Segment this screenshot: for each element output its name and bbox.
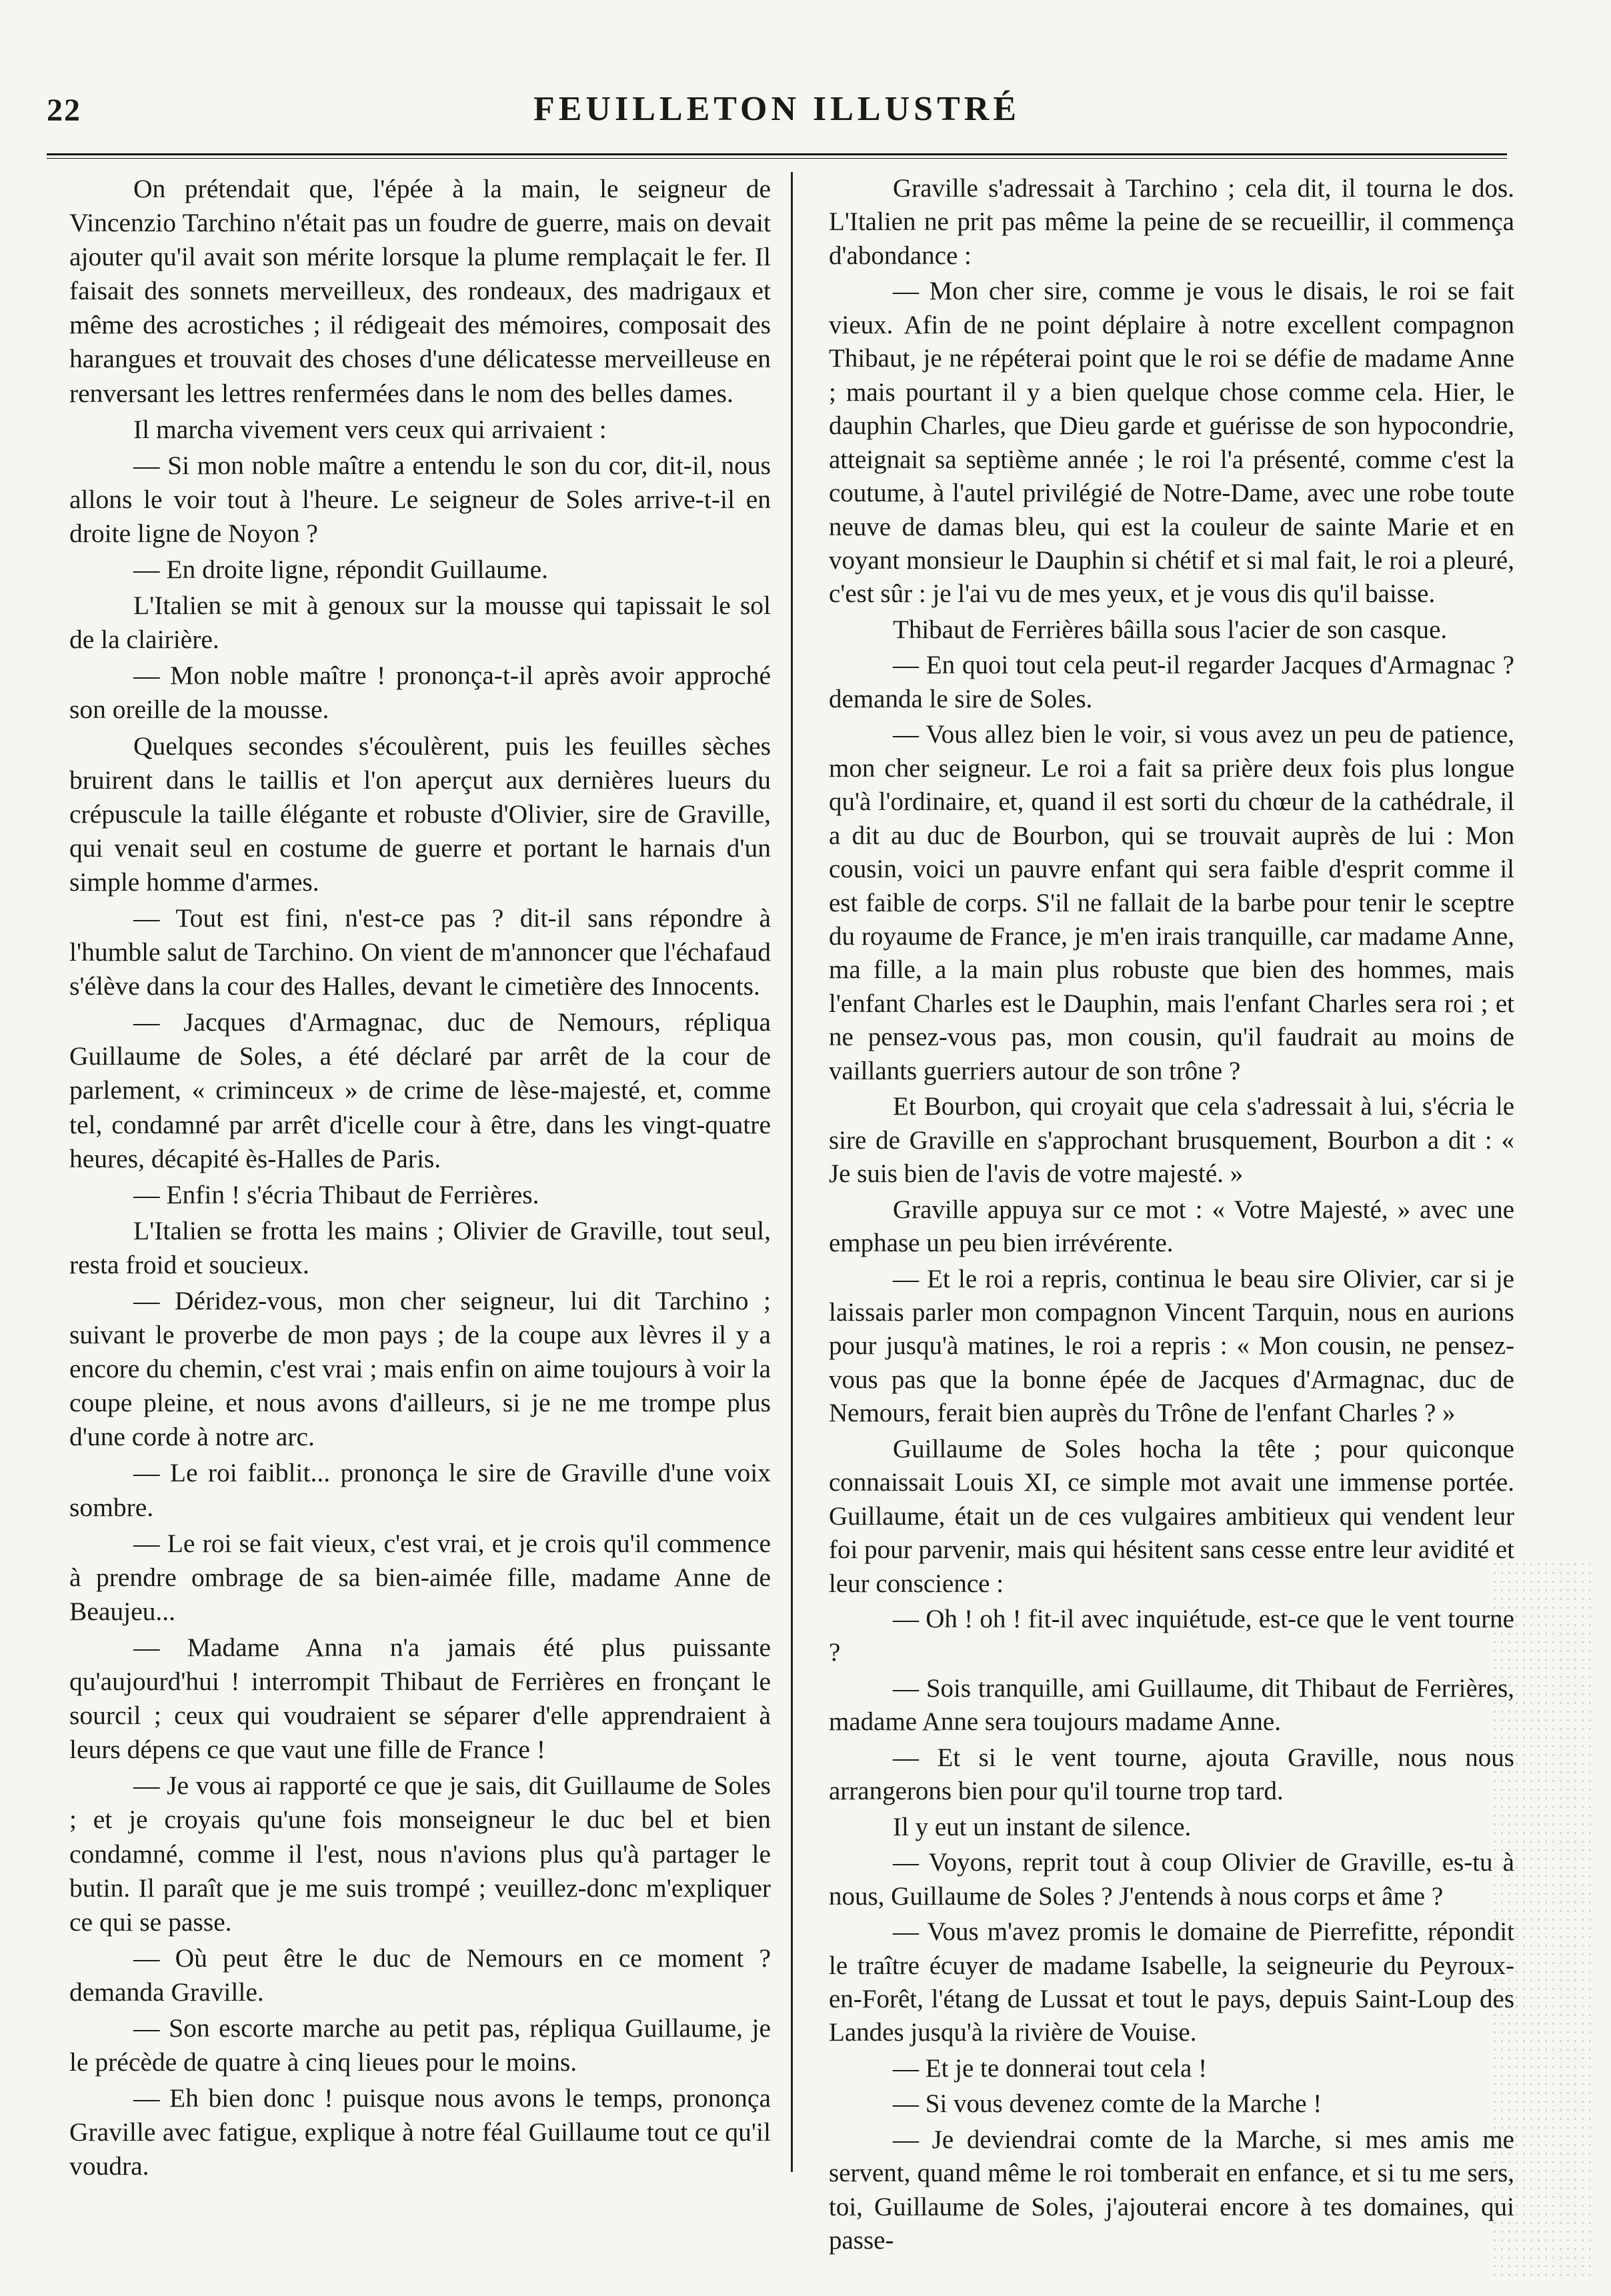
column-divider [791, 172, 793, 2172]
paragraph: Quelques secondes s'écoulèrent, puis les feuilles sèches bruirent dans le taillis et l'on aperçut aux dernières lueurs du crépuscule la taille élégante et robuste d'Olivier, sire de Graville, qui venait seul en costume de guerre et portant le harnais d'un simple homme d'armes. [69, 731, 771, 897]
paragraph: — En droite ligne, répondit Guillaume. [133, 555, 548, 585]
paragraph: — Madame Anna n'a jamais été plus puissante qu'aujourd'hui ! interrompit Thibaut de Ferrières en fronçant le sourcil ; ceux qui voudraient se séparer d'elle apprendraient à leurs dépens ce que vaut une fille de France ! [69, 1632, 771, 1765]
paragraph: — Enfin ! s'écria Thibaut de Ferrières. [133, 1179, 539, 1209]
page-header [47, 80, 1507, 140]
paragraph: — Je vous ai rapporté ce que je sais, dit Guillaume de Soles ; et je croyais qu'une fois monseigneur le duc bel et bien condamné, comme il l'est, nous n'avions plus qu'à partager le butin. Il paraît que je me suis trompé ; veuillez-donc m'expliquer ce qui se passe. [69, 1771, 771, 1937]
paragraph: — Et le roi a repris, continua le beau sire Olivier, car si je laissais parler mon compagnon Vincent Tarquin, nous en aurions pour jusqu'à matines, le roi a repris : « Mon cousin, ne pensez-vous pas que la bonne épée de Jacques d'Armagnac, duc de Nemours, ferait bien auprès du Trône de l'enfant Charles ? » [829, 1264, 1514, 1428]
paragraph: — Où peut être le duc de Nemours en ce moment ? demanda Graville. [69, 1943, 771, 2007]
paragraph: Il marcha vivement vers ceux qui arrivaient : [133, 414, 607, 444]
paragraph: — Oh ! oh ! fit-il avec inquiétude, est-ce que le vent tourne ? [829, 1605, 1514, 1667]
left-column [69, 172, 771, 2185]
scan-speckle [1491, 1560, 1591, 2280]
paragraph: — Le roi se fait vieux, c'est vrai, et je crois qu'il commence à prendre ombrage de sa bien-aimée fille, madame Anne de Beaujeu... [69, 1528, 771, 1626]
paragraph: — Jacques d'Armagnac, duc de Nemours, répliqua Guillaume de Soles, a été déclaré par arrêt de la cour de parlement, « criminceux » de crime de lèse-majesté, et, comme tel, condamné par arrêt d'icelle cour à être, dans les vingt-quatre heures, décapité ès-Halles de Paris. [69, 1007, 771, 1173]
paragraph: — Eh bien donc ! puisque nous avons le temps, prononça Graville avec fatigue, explique à notre féal Guillaume tout ce qu'il voudra. [69, 2083, 771, 2181]
paragraph: — Vous m'avez promis le domaine de Pierrefitte, répondit le traître écuyer de madame Isabelle, la seigneurie du Peyroux-en-Forêt, l'étang de Lussat et tout le pays, depuis Saint-Loup des Landes jusqu'à la rivière de Vouise. [829, 1917, 1514, 2047]
paragraph: Graville s'adressait à Tarchino ; cela dit, il tourna le dos. L'Italien ne prit pas même la peine de se recueillir, il commença d'abondance : [829, 174, 1514, 270]
paragraph: L'Italien se mit à genoux sur la mousse qui tapissait le sol de la clairière. [69, 591, 771, 655]
paragraph: — Mon cher sire, comme je vous le disais, le roi se fait vieux. Afin de ne point déplaire à notre excellent compagnon Thibaut, je ne répéterai point que le roi se défie de madame Anne ; mais pourtant il y a bien quelque chose comme cela. Hier, le dauphin Charles, que Dieu garde et guérisse de son hypocondrie, atteignait sa septième année ; le roi l'a présenté, comme c'est la coutume, à l'autel privilégié de Notre-Dame, avec une robe toute neuve de damas bleu, qui est la couleur de sainte Marie et en voyant monsieur le Dauphin si chétif et si mal fait, le roi a pleuré, c'est sûr : je l'ai vu de mes yeux, et je vous dis qu'il baisse. [829, 277, 1514, 609]
paragraph: — Le roi faiblit... prononça le sire de Graville d'une voix sombre. [69, 1458, 771, 1522]
paragraph: — Son escorte marche au petit pas, répliqua Guillaume, je le précède de quatre à cinq lieues pour le moins. [69, 2013, 771, 2077]
paragraph: — Et si le vent tourne, ajouta Graville, nous nous arrangerons bien pour qu'il tourne trop tard. [829, 1743, 1514, 1806]
paragraph: — Tout est fini, n'est-ce pas ? dit-il sans répondre à l'humble salut de Tarchino. On vient de m'annoncer que l'échafaud s'élève dans la cour des Halles, devant le cimetière des Innocents. [69, 903, 771, 1001]
paragraph: — Vous allez bien le voir, si vous avez un peu de patience, mon cher seigneur. Le roi a fait sa prière deux fois plus longue qu'à l'ordinaire, et, quand il est sorti du chœur de la cathédrale, il a dit au duc de Bourbon, qui se trouvait auprès de lui : Mon cousin, voici un pauvre enfant qui sera faible d'esprit comme il est faible de corps. S'il ne fallait de la barbe pour tenir le sceptre du royaume de France, je m'en irais tranquille, car madame Anne, ma fille, a la main plus robuste que bien des hommes, mais l'enfant Charles est le Dauphin, mais l'enfant Charles sera roi ; et ne pensez-vous pas, mon cousin, qu'il faudrait au moins de vaillants guerriers autour de son trône ? [829, 720, 1514, 1085]
right-column [829, 172, 1514, 2260]
paragraph: Thibaut de Ferrières bâilla sous l'acier de son casque. [893, 615, 1448, 644]
paragraph: On prétendait que, l'épée à la main, le seigneur de Vincenzio Tarchino n'était pas un foudre de guerre, mais on devait ajouter qu'il avait son mérite lorsque la plume remplaçait le fer. Il faisait des sonnets merveilleux, des rondeaux, des madrigaux et même des acrostiches ; il rédigeait des mémoires, composait des harangues et trouvait des choses d'une délicatesse merveilleuse en renversant les lettres renfermées dans le nom des belles dames. [69, 174, 771, 408]
running-title: FEUILLETON ILLUSTRÉ [533, 90, 1021, 128]
paragraph: — Je deviendrai comte de la Marche, si mes amis me servent, quand même le roi tomberait en enfance, et si tu me sers, toi, Guillaume de Soles, j'ajouterai encore à tes domaines, qui passe- [829, 2125, 1514, 2255]
paragraph: — Déridez-vous, mon cher seigneur, lui dit Tarchino ; suivant le proverbe de mon pays ; de la coupe aux lèvres il y a encore du chemin, c'est vrai ; mais enfin on aime toujours à voir la coupe pleine, et nous avons d'ailleurs, si je ne me trompe plus d'une corde à notre arc. [69, 1286, 771, 1452]
paragraph: — En quoi tout cela peut-il regarder Jacques d'Armagnac ? demanda le sire de Soles. [829, 651, 1514, 713]
paragraph: Et Bourbon, qui croyait que cela s'adressait à lui, s'écria le sire de Graville en s'approchant brusquement, Bourbon a dit : « Je suis bien de l'avis de votre majesté. » [829, 1092, 1514, 1189]
paragraph: — Et je te donnerai tout cela ! [893, 2053, 1208, 2083]
paragraph: — Voyons, reprit tout à coup Olivier de Graville, es-tu à nous, Guillaume de Soles ? J'entends à nous corps et âme ? [829, 1848, 1514, 1911]
paragraph: Guillaume de Soles hocha la tête ; pour quiconque connaissait Louis XI, ce simple mot avait une immense portée. Guillaume, était un de ces vulgaires ambitieux qui vendent leur foi pour parvenir, mais qui hésitent sans cesse entre leur avidité et leur conscience : [829, 1434, 1514, 1598]
paragraph: Il y eut un instant de silence. [893, 1812, 1192, 1841]
paragraph: — Si mon noble maître a entendu le son du cor, dit-il, nous allons le voir tout à l'heure. Le seigneur de Soles arrive-t-il en droite ligne de Noyon ? [69, 450, 771, 548]
page-number: 22 [47, 93, 81, 128]
header-rule [47, 153, 1507, 159]
paragraph: Graville appuya sur ce mot : « Votre Majesté, » avec une emphase un peu bien irrévérente. [829, 1195, 1514, 1258]
paragraph: — Si vous devenez comte de la Marche ! [893, 2089, 1322, 2119]
paragraph: — Sois tranquille, ami Guillaume, dit Thibaut de Ferrières, madame Anne sera toujours madame Anne. [829, 1673, 1514, 1737]
paragraph: — Mon noble maître ! prononça-t-il après avoir approché son oreille de la mousse. [69, 661, 771, 725]
paragraph: L'Italien se frotta les mains ; Olivier de Graville, tout seul, resta froid et soucieux. [69, 1215, 771, 1279]
